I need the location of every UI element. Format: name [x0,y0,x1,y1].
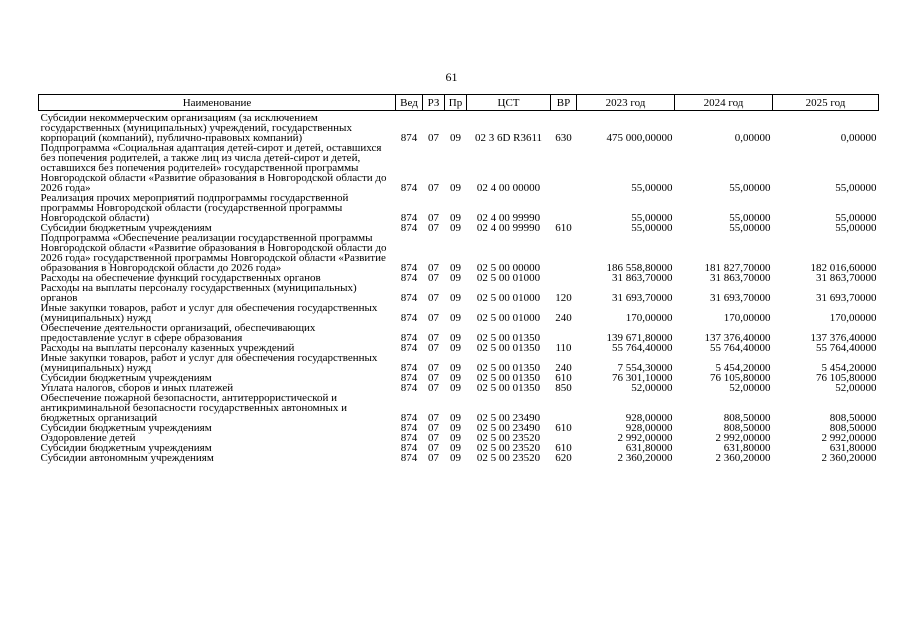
cell-name: Расходы на выплаты персоналу казенных учреждений [40,342,295,354]
cell-name: Субсидии бюджетным учреждениям [40,222,212,234]
cell-vr: 620 [555,452,572,464]
cell-name: Подпрограмма «Обеспечение реализации государственной программы Новгородской области «Развитие образования в Новгородской области до 2026 года» государственной программы Новгородской области «Развитие образования в Новгородской области до 2026 года» [40,232,387,274]
page-number: 61 [445,70,458,84]
cell-vr: 610 [555,372,572,384]
cell-name: Субсидии бюджетным учреждениям [40,372,212,384]
cell-name: Подпрограмма «Социальная адаптация детей-сирот и детей, оставшихся без попечения родителей, а также лиц из числа детей-сирот и детей, оставшихся без попечения родителей» государственной программы Новгородской области «Развитие образования в Новгородской области до 2026 года» [40,142,387,194]
cell-2023: 2 360,20000 [617,452,673,464]
cell-2024: 55,00000 [729,222,771,234]
cell-ved: 874 [400,432,418,444]
cell-pr: 09 [450,312,461,324]
cell-2023: 52,00000 [631,382,673,394]
cell-rz: 07 [428,362,439,374]
cell-rz: 07 [428,452,439,464]
cell-rz: 07 [428,422,439,434]
cell-cst: 02 5 00 01350 [476,362,541,374]
cell-pr: 09 [450,372,461,384]
cell-2025: 631,80000 [829,442,877,454]
table-row [39,111,879,144]
cell-2023: 55 764,40000 [612,342,673,354]
cell-name: Оздоровление детей [40,432,136,444]
cell-ved: 874 [400,362,418,374]
cell-2024: 55,00000 [729,182,771,194]
cell-name: Обеспечение пожарной безопасности, антитеррористической и антикриминальной безопасности государственных автономных и бюджетных организаций [40,392,347,424]
cell-2024: 808,50000 [723,422,771,434]
cell-2025: 2 360,20000 [821,452,877,464]
cell-pr: 09 [450,442,461,454]
cell-vr: 120 [555,292,572,304]
cell-pr: 09 [450,272,461,284]
cell-2023: 76 301,10000 [612,372,673,384]
cell-2024: 2 992,00000 [715,432,771,444]
cell-2025: 2 992,00000 [821,432,877,444]
cell-rz: 07 [428,442,439,454]
cell-2024: 170,00000 [723,312,771,324]
cell-cst: 02 5 00 01000 [476,292,541,304]
cell-vr [551,393,577,423]
cell-pr: 09 [450,452,461,464]
cell-cst: 02 5 00 01350 [476,372,541,384]
cell-cst: 02 4 00 99990 [476,212,541,224]
cell-rz: 07 [428,412,439,424]
table-row [39,393,879,423]
cell-2024: 76 105,80000 [710,372,771,384]
cell-2025: 31 693,70000 [816,292,877,304]
cell-2025: 182 016,60000 [810,262,877,274]
cell-pr: 09 [450,412,461,424]
cell-name: Субсидии автономным учреждениям [40,452,214,464]
cell-rz: 07 [428,272,439,284]
cell-2023: 55,00000 [631,222,673,234]
cell-pr: 09 [450,432,461,444]
cell-2023: 55,00000 [631,182,673,194]
cell-cst: 02 3 6D R3611 [474,132,543,144]
cell-name: Реализация прочих мероприятий подпрограммы государственной программы Новгородской области (государственной программы Новгородской области) [40,192,349,224]
table-row [39,453,879,463]
cell-vr [551,193,577,223]
table-row [39,193,879,223]
cell-ved: 874 [400,212,418,224]
cell-name: Уплата налогов, сборов и иных платежей [40,382,234,394]
header-2023: 2023 год [577,95,675,111]
cell-cst: 02 5 00 01350 [476,332,541,344]
cell-cst: 02 4 00 99990 [476,222,541,234]
cell-2025: 52,00000 [835,382,877,394]
header-ved: Вед [396,95,423,111]
cell-rz: 07 [428,382,439,394]
cell-2025: 55,00000 [835,222,877,234]
cell-2023: 170,00000 [625,312,673,324]
cell-pr: 09 [450,362,461,374]
cell-ved: 874 [400,452,418,464]
table-row [39,323,879,343]
cell-ved: 874 [400,132,418,144]
cell-vr [551,273,577,283]
cell-pr: 09 [450,332,461,344]
cell-cst: 02 5 00 01350 [476,382,541,394]
cell-vr: 110 [555,342,572,354]
cell-vr: 610 [555,222,572,234]
header-name: Наименование [39,95,396,111]
cell-name: Субсидии бюджетным учреждениям [40,422,212,434]
cell-rz: 07 [428,212,439,224]
header-pr: Пр [445,95,467,111]
cell-2025: 5 454,20000 [821,362,877,374]
cell-vr [551,323,577,343]
cell-2023: 31 863,70000 [612,272,673,284]
cell-2025: 55,00000 [835,212,877,224]
cell-2023: 55,00000 [631,212,673,224]
cell-2023: 2 992,00000 [617,432,673,444]
cell-2025: 808,50000 [829,422,877,434]
cell-pr: 09 [450,422,461,434]
cell-2025: 137 376,40000 [810,332,877,344]
header-rz: РЗ [423,95,445,111]
cell-cst: 02 5 00 00000 [476,262,541,274]
cell-2024: 0,00000 [734,132,771,144]
cell-name: Иные закупки товаров, работ и услуг для обеспечения государственных (муниципальных) нужд [40,302,378,324]
cell-2024: 137 376,40000 [704,332,771,344]
table-row [39,233,879,273]
cell-2023: 631,80000 [625,442,673,454]
cell-ved: 874 [400,262,418,274]
cell-vr: 240 [555,362,572,374]
cell-2024: 31 693,70000 [710,292,771,304]
cell-rz: 07 [428,182,439,194]
cell-rz: 07 [428,132,439,144]
cell-2024: 31 863,70000 [710,272,771,284]
header-2025: 2025 год [773,95,879,111]
cell-pr: 09 [450,222,461,234]
cell-ved: 874 [400,332,418,344]
cell-2024: 808,50000 [723,412,771,424]
cell-2025: 0,00000 [840,132,877,144]
cell-vr: 630 [555,132,572,144]
cell-2025: 170,00000 [829,312,877,324]
cell-pr: 09 [450,132,461,144]
cell-ved: 874 [400,292,418,304]
header-cst: ЦСТ [467,95,551,111]
cell-ved: 874 [400,222,418,234]
cell-ved: 874 [400,442,418,454]
cell-vr: 850 [555,382,572,394]
cell-name: Субсидии некоммерческим организациям (за исключением государственных (муниципальных) учреждений, государственных корпораций (компаний), публично-правовых компаний) [40,112,352,144]
cell-cst: 02 4 00 00000 [476,182,541,194]
cell-rz: 07 [428,312,439,324]
cell-2025: 55,00000 [835,182,877,194]
table-row [39,143,879,193]
cell-ved: 874 [400,342,418,354]
cell-2024: 55 764,40000 [710,342,771,354]
cell-rz: 07 [428,332,439,344]
cell-ved: 874 [400,372,418,384]
cell-2023: 475 000,00000 [606,132,673,144]
cell-cst: 02 5 00 23490 [476,422,541,434]
cell-rz: 07 [428,292,439,304]
cell-2024: 631,80000 [723,442,771,454]
cell-vr [551,233,577,273]
cell-ved: 874 [400,272,418,284]
cell-2023: 7 554,30000 [617,362,673,374]
cell-name: Субсидии бюджетным учреждениям [40,442,212,454]
cell-2025: 76 105,80000 [816,372,877,384]
cell-2025: 55 764,40000 [816,342,877,354]
cell-2023: 928,00000 [625,412,673,424]
cell-vr [551,143,577,193]
cell-pr: 09 [450,342,461,354]
table-header-row [39,95,879,111]
cell-pr: 09 [450,292,461,304]
header-vr: ВР [551,95,577,111]
cell-name: Расходы на обеспечение функций государственных органов [40,272,321,284]
cell-2025: 808,50000 [829,412,877,424]
cell-cst: 02 5 00 23520 [476,432,541,444]
budget-table [38,94,879,463]
cell-2024: 181 827,70000 [704,262,771,274]
cell-pr: 09 [450,212,461,224]
cell-cst: 02 5 00 01000 [476,272,541,284]
cell-rz: 07 [428,222,439,234]
cell-cst: 02 5 00 01000 [476,312,541,324]
cell-2024: 5 454,20000 [715,362,771,374]
cell-name: Расходы на выплаты персоналу государственных (муниципальных) органов [40,282,357,304]
cell-cst: 02 5 00 23520 [476,442,541,454]
table-row [39,353,879,373]
cell-2023: 139 671,80000 [606,332,673,344]
cell-vr: 610 [555,422,572,434]
header-2024: 2024 год [675,95,773,111]
cell-ved: 874 [400,412,418,424]
cell-2023: 186 558,80000 [606,262,673,274]
cell-ved: 874 [400,382,418,394]
cell-name: Иные закупки товаров, работ и услуг для обеспечения государственных (муниципальных) нужд [40,352,378,374]
table-row [39,283,879,303]
cell-rz: 07 [428,432,439,444]
cell-cst: 02 5 00 23490 [476,412,541,424]
cell-rz: 07 [428,372,439,384]
cell-2024: 55,00000 [729,212,771,224]
cell-name: Обеспечение деятельности организаций, обеспечивающих предоставление услуг в сфере образования [40,322,316,344]
cell-2025: 31 863,70000 [816,272,877,284]
cell-ved: 874 [400,182,418,194]
cell-2024: 2 360,20000 [715,452,771,464]
cell-cst: 02 5 00 23520 [476,452,541,464]
cell-pr: 09 [450,262,461,274]
cell-vr: 240 [555,312,572,324]
cell-cst: 02 5 00 01350 [476,342,541,354]
cell-ved: 874 [400,312,418,324]
cell-pr: 09 [450,182,461,194]
cell-2023: 31 693,70000 [612,292,673,304]
cell-2024: 52,00000 [729,382,771,394]
cell-2023: 928,00000 [625,422,673,434]
cell-rz: 07 [428,262,439,274]
cell-ved: 874 [400,422,418,434]
table-body [39,111,879,464]
table-row [39,303,879,323]
cell-rz: 07 [428,342,439,354]
cell-pr: 09 [450,382,461,394]
cell-vr: 610 [555,442,572,454]
